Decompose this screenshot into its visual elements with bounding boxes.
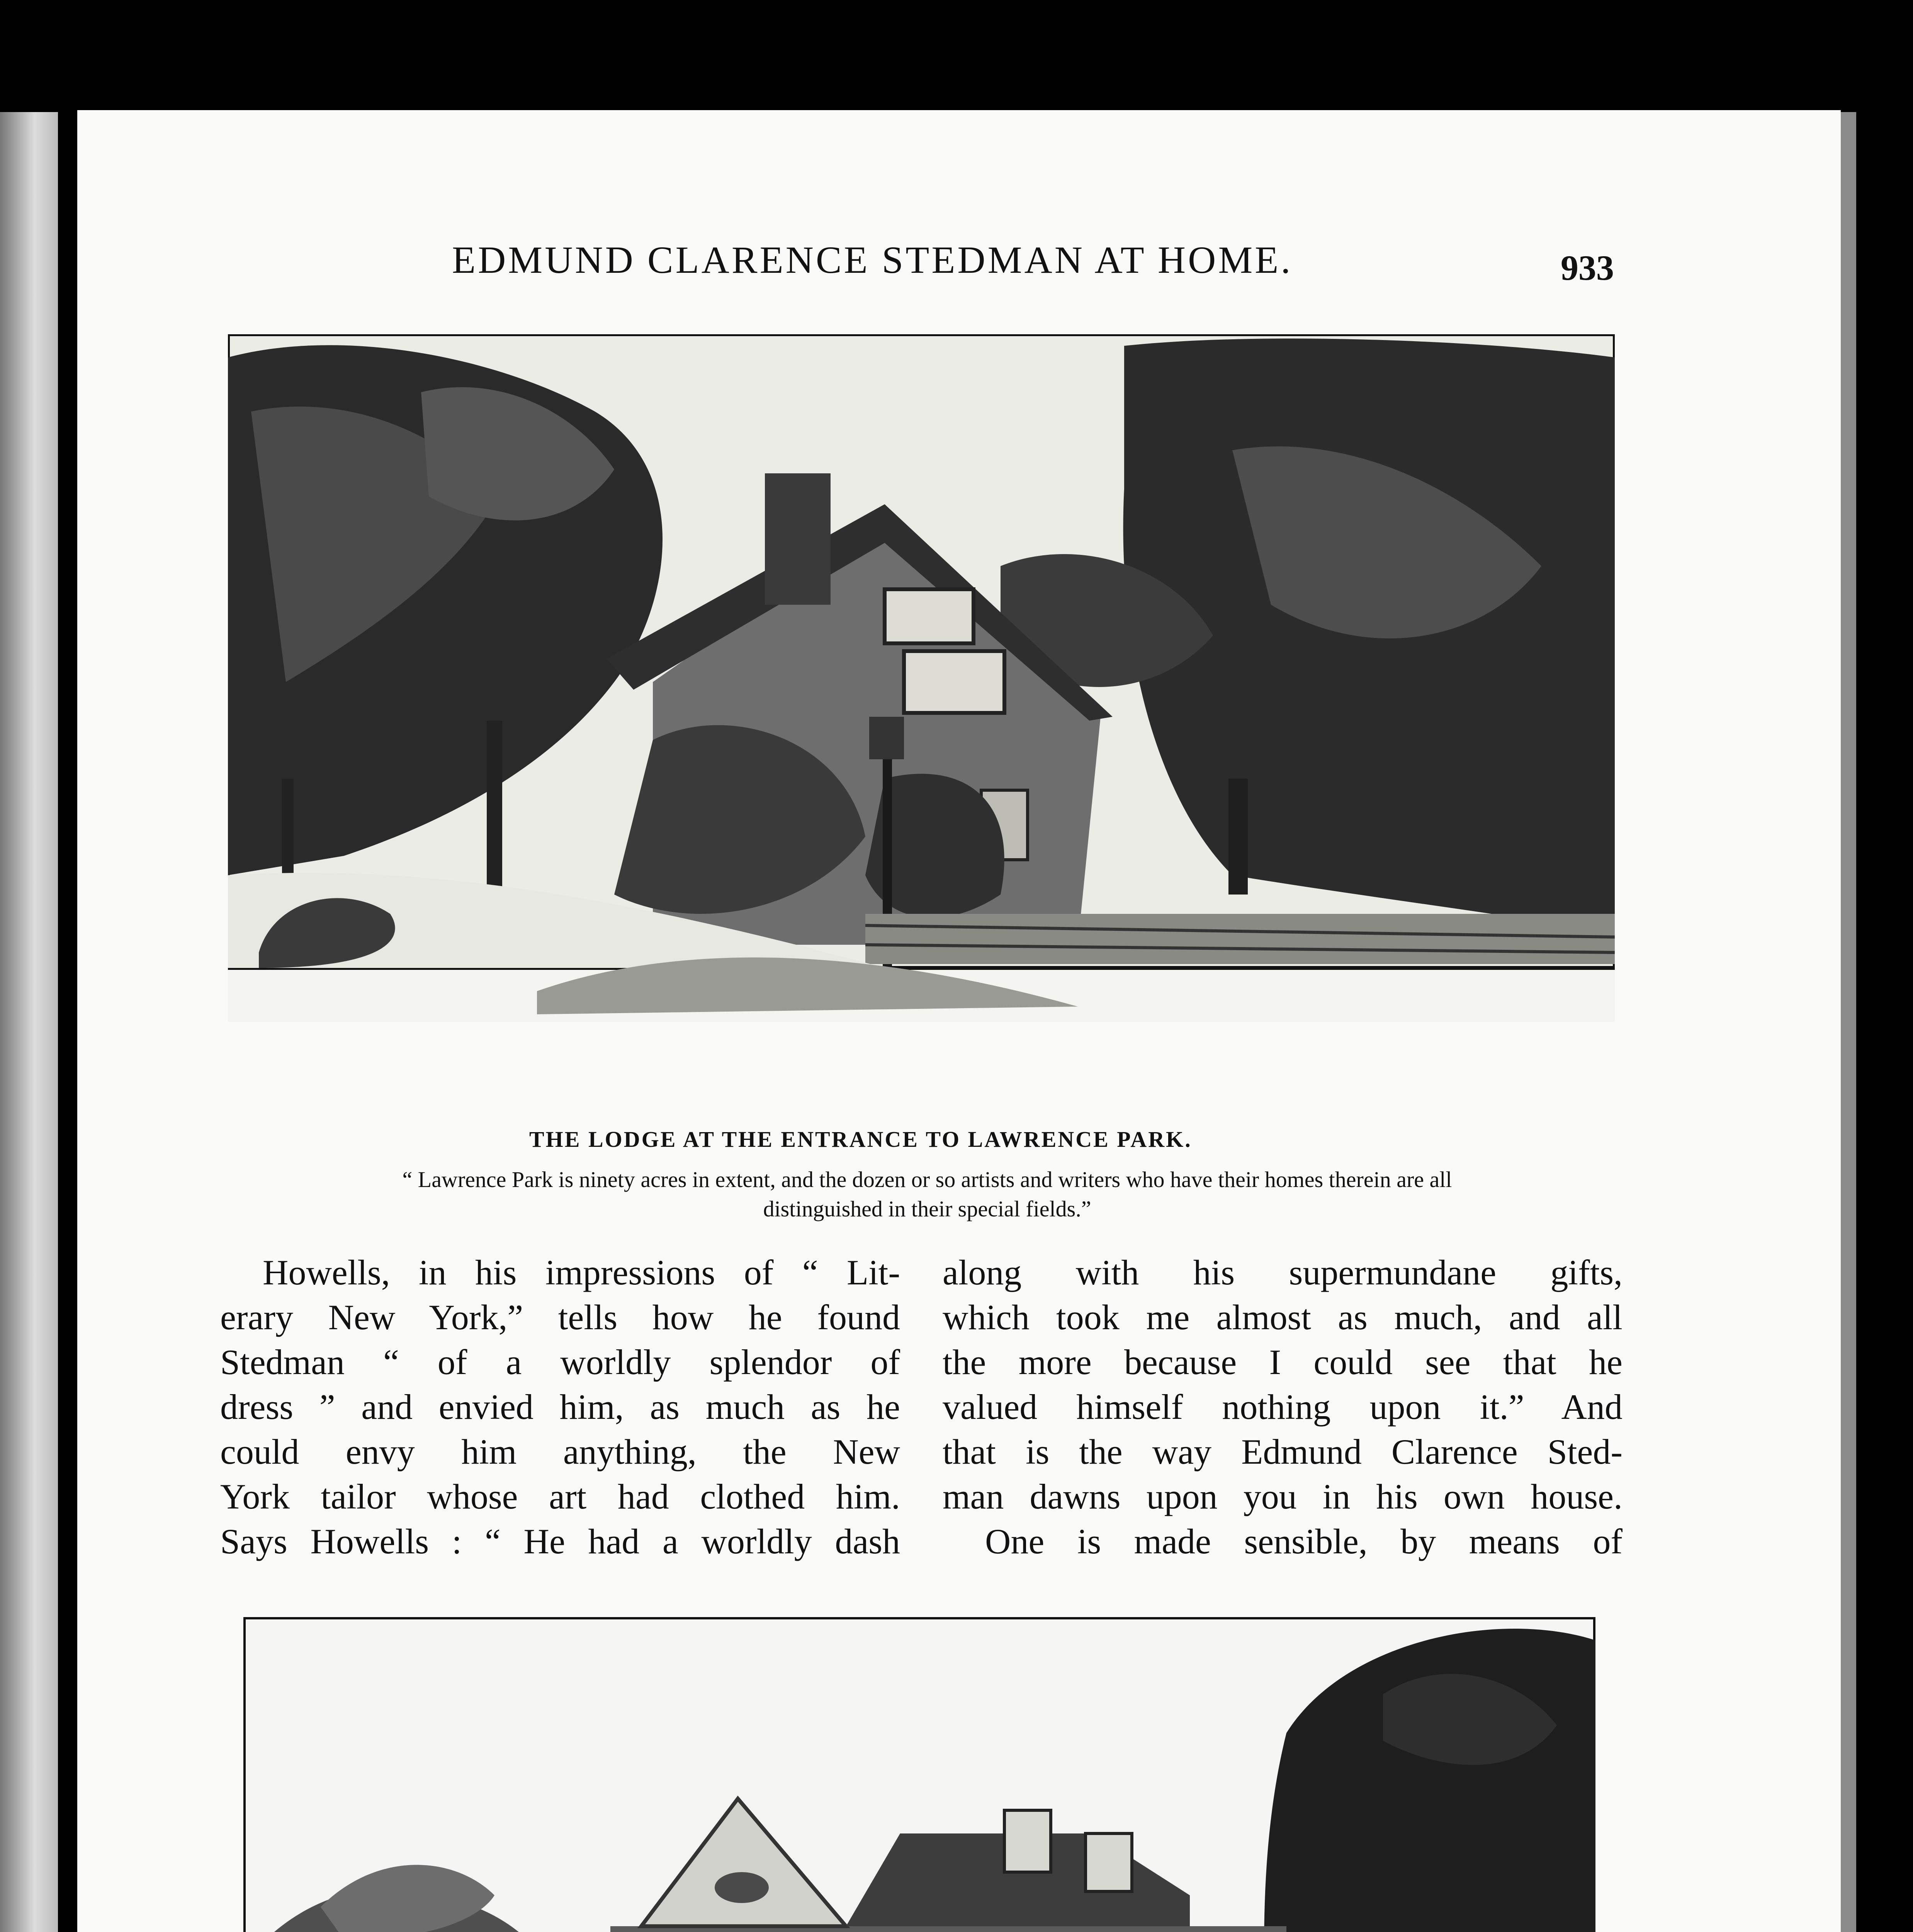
body-line: along with his supermundane gifts, [943, 1253, 1622, 1292]
body-line: the more because I could see that he [943, 1342, 1622, 1382]
body-line: man dawns upon you in his own house. [943, 1477, 1622, 1516]
body-line: that is the way Edmund Clarence Sted- [943, 1432, 1622, 1471]
body-line: York tailor whose art had clothed him. [220, 1477, 900, 1516]
lodge-caption-quote [247, 1165, 1607, 1224]
body-line: Stedman “ of a worldly splendor of [220, 1342, 900, 1382]
facing-page-edge [0, 112, 58, 1932]
body-line: dress ” and envied him, as much as he [220, 1387, 900, 1427]
body-right-column [943, 1250, 1622, 1564]
body-line: valued himself nothing upon it.” And [943, 1387, 1622, 1427]
lodge-caption-title: THE LODGE AT THE ENTRANCE TO LAWRENCE PARK. [529, 1127, 1192, 1152]
body-line: One is made sensible, by means of [985, 1522, 1622, 1561]
body-line: erary New York,” tells how he found [220, 1298, 900, 1337]
body-line: Says Howells : “ He had a worldly dash [220, 1522, 900, 1561]
page-number: 933 [1561, 248, 1614, 287]
body-line: could envy him anything, the New [220, 1432, 900, 1471]
page-binding-edge [1841, 112, 1856, 1932]
body-line: Howells, in his impressions of “ Lit- [263, 1253, 900, 1292]
lodge-caption-quote-line: “ Lawrence Park is ninety acres in extent, and the dozen or so artists and writers who have their homes therein are all [402, 1167, 1452, 1192]
running-head: EDMUND CLARENCE STEDMAN AT HOME. [452, 238, 1293, 281]
lodge-engraving [228, 334, 1615, 1022]
body-line: which took me almost as much, and all [943, 1298, 1622, 1337]
stedman-house-photograph [243, 1617, 1595, 1932]
body-left-column [220, 1250, 900, 1564]
lodge-caption-quote-line: distinguished in their special fields.” [763, 1196, 1091, 1221]
